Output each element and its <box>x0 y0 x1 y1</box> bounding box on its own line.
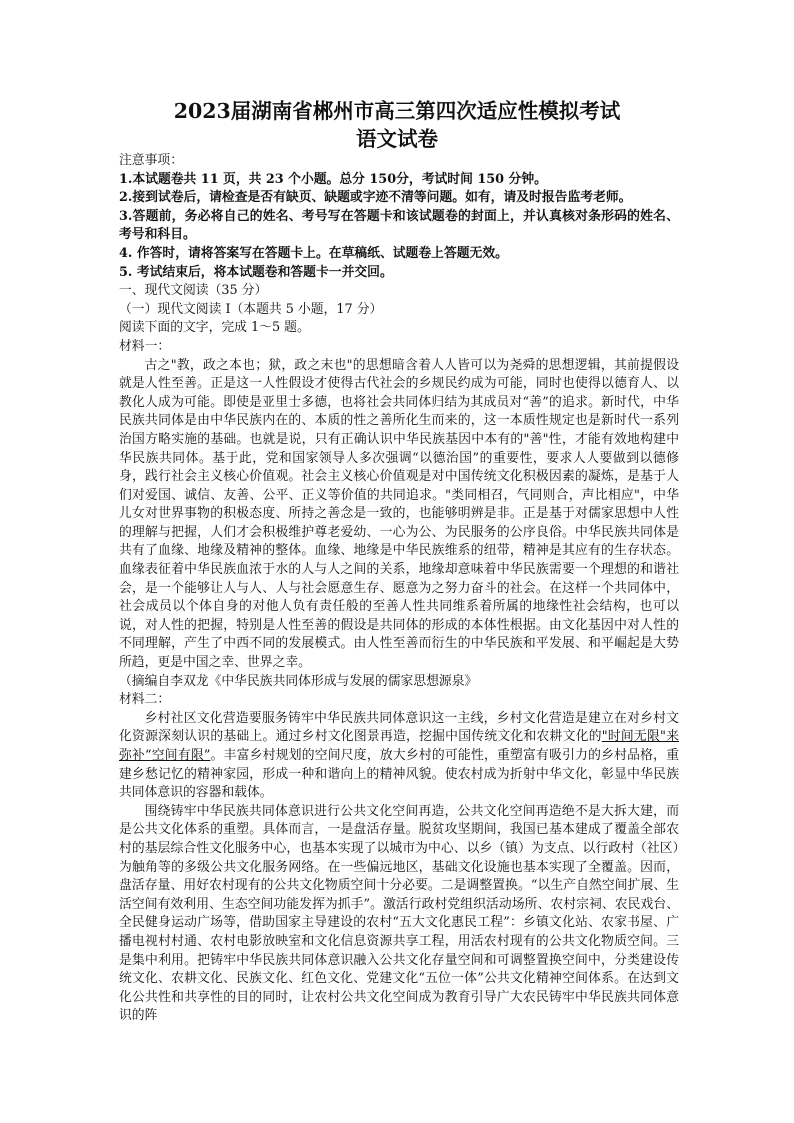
material-2-p1-part-b: 。丰富乡村规划的空间尺度，放大乡村的可能性，重塑富有吸引力的乡村品格，重建乡愁记忆的精神家园，形成一种和谐向上的精神风貌。使农村成为折射中华文化，彰显中华民族共同体意识的容器和载体。 <box>119 748 679 801</box>
material-1-label: 材料一： <box>119 338 171 354</box>
subsection-heading: （一）现代文阅读 I（本题共 5 小题，17 分） <box>119 301 383 317</box>
material-1-source: （摘编自李双龙《中华民族共同体形成与发展的儒家思想源泉》 <box>119 673 478 689</box>
material-2-label: 材料二： <box>119 692 171 708</box>
notice-item-4: 4. 作答时，请将答案写在答题卡上。在草稿纸、试题卷上答题无效。 <box>119 245 508 261</box>
exam-subtitle: 语文试卷 <box>356 127 438 151</box>
notice-item-3: 3.答题前，务必将自己的姓名、考号写在答题卡和该试题卷的封面上，并认真核对条形码的姓名、考号和科目。 <box>119 208 679 243</box>
notice-item-5: 5. 考试结束后，将本试题卷和答题卡一并交回。 <box>119 264 393 280</box>
material-1-paragraph: 古之"教，政之本也；狱，政之末也"的思想暗含着人人皆可以为尧舜的思想逻辑，其前提假设就是人性至善。正是这一人性假设才使得古代社会的乡规民约成为可能，同时也使得以德育人、以教化人成为可能。即使是亚里士多德，也将社会共同体归结为其成员对“善”的追求。新时代，中华民族共同体是由中华民族内在的、本质的性之善所化生而来的，这一本质性规定也是新时代一系列治国方略实施的基础。也就是说，只有正确认识中华民族基因中本有的"善"性，才能有效地构建中华民族共同体。基于此，党和国家领导人多次强调“以德治国”的重要性，要求人人要做到以德修身，践行社会主义核心价值观。社会主义核心价值观是对中国传统文化积极因素的凝炼，是基于人们对爱国、诚信、友善、公平、正义等价值的共同追求。"类同相召，气同则合，声比相应"，中华儿女对世界事物的积极态度、所持之善念是一致的，也能够明辨是非。正是基于对儒家思想中人性的理解与把握，人们才会积极维护尊老爱幼、一心为公、为民服务的公序良俗。中华民族共同体是共有了血缘、地缘及精神的整体。血缘、地缘是中华民族维系的纽带，精神是其应有的生存状态。血缘表征着中华民族血浓于水的人与人之间的关系，地缘却意味着中华民族需要一个理想的和谐社会，是一个能够让人与人、人与社会愿意生存、愿意为之努力奋斗的社会。在这样一个共同体中，社会成员以个体自身的对他人负有责任般的至善人性共同维系着所属的地缘性社会结构，也可以说，对人性的把握，特别是人性至善的假设是共同体的形成的本体性根据。由文化基因中对人性的不同理解，产生了中西不同的发展模式。由人性至善而衍生的中华民族和平发展、和平崛起是大势所趋，更是中国之幸、世界之幸。 <box>119 357 679 671</box>
material-2-p1-part-a: 乡村社区文化营造要服务铸牢中华民族共同体意识这一主线，乡村文化营造是建立在对乡村文化资源深刻认识的基础上。通过乡村文化图景再造，挖掘中国传统文化和农耕文化的 <box>119 710 679 745</box>
material-2-paragraph-2: 围绕铸牢中华民族共同体意识进行公共文化空间再造，公共文化空间再造绝不是大拆大建，而是公共文化体系的重塑。具体而言，一是盘活存量。脱贫攻坚期间，我国已基本建成了覆盖全部农村的基层综合性文化服务中心，也基本实现了以城市为中心、以乡（镇）为支点、以行政村（社区）为触角等的多级公共文化服务网络。在一些偏远地区，基础文化设施也基本实现了全覆盖。因而，盘活存量、用好农村现有的公共文化物质空间十分必要。二是调整置换。“以生产自然空间扩展、生活空间有效利用、生态空间功能发挥为抓手”。激活行政村党组织活动场所、农村宗祠、农民戏台、全民健身运动广场等，借助国家主导建设的农村“五大文化惠民工程”：乡镇文化站、农家书屋、广播电视村村通、农村电影放映室和文化信息资源共享工程，用活农村现有的公共文化物质空间。三是集中利用。把铸牢中华民族共同体意识融入公共文化存量空间和可调整置换空间中，分类建设传统文化、农耕文化、民族文化、红色文化、党建文化“五位一体”公共文化精神空间体系。在达到文化公共性和共享性的目的同时，让农村公共文化空间成为教育引导广大农民铸牢中华民族共同体意识的阵 <box>119 803 679 1024</box>
underlined-phrase: "时间无限"来弥补“空间有限” <box>119 729 679 763</box>
notice-item-1: 1.本试题卷共 11 页，共 23 个小题。总分 150分，考试时间 150 分钟。 <box>119 171 547 187</box>
exam-title: 2023届湖南省郴州市高三第四次适应性模拟考试 <box>173 99 621 123</box>
notice-heading: 注意事项： <box>119 153 183 168</box>
section-heading: 一、现代文阅读（35 分） <box>119 283 268 299</box>
notice-item-2: 2.接到试卷后，请检查是否有缺页、缺题或字迹不清等问题。如有，请及时报告监考老师。 <box>119 190 632 206</box>
material-2-paragraph-1 <box>119 710 679 803</box>
exam-content <box>119 152 679 1026</box>
reading-instruction: 阅读下面的文字，完成 1～5 题。 <box>119 320 310 336</box>
